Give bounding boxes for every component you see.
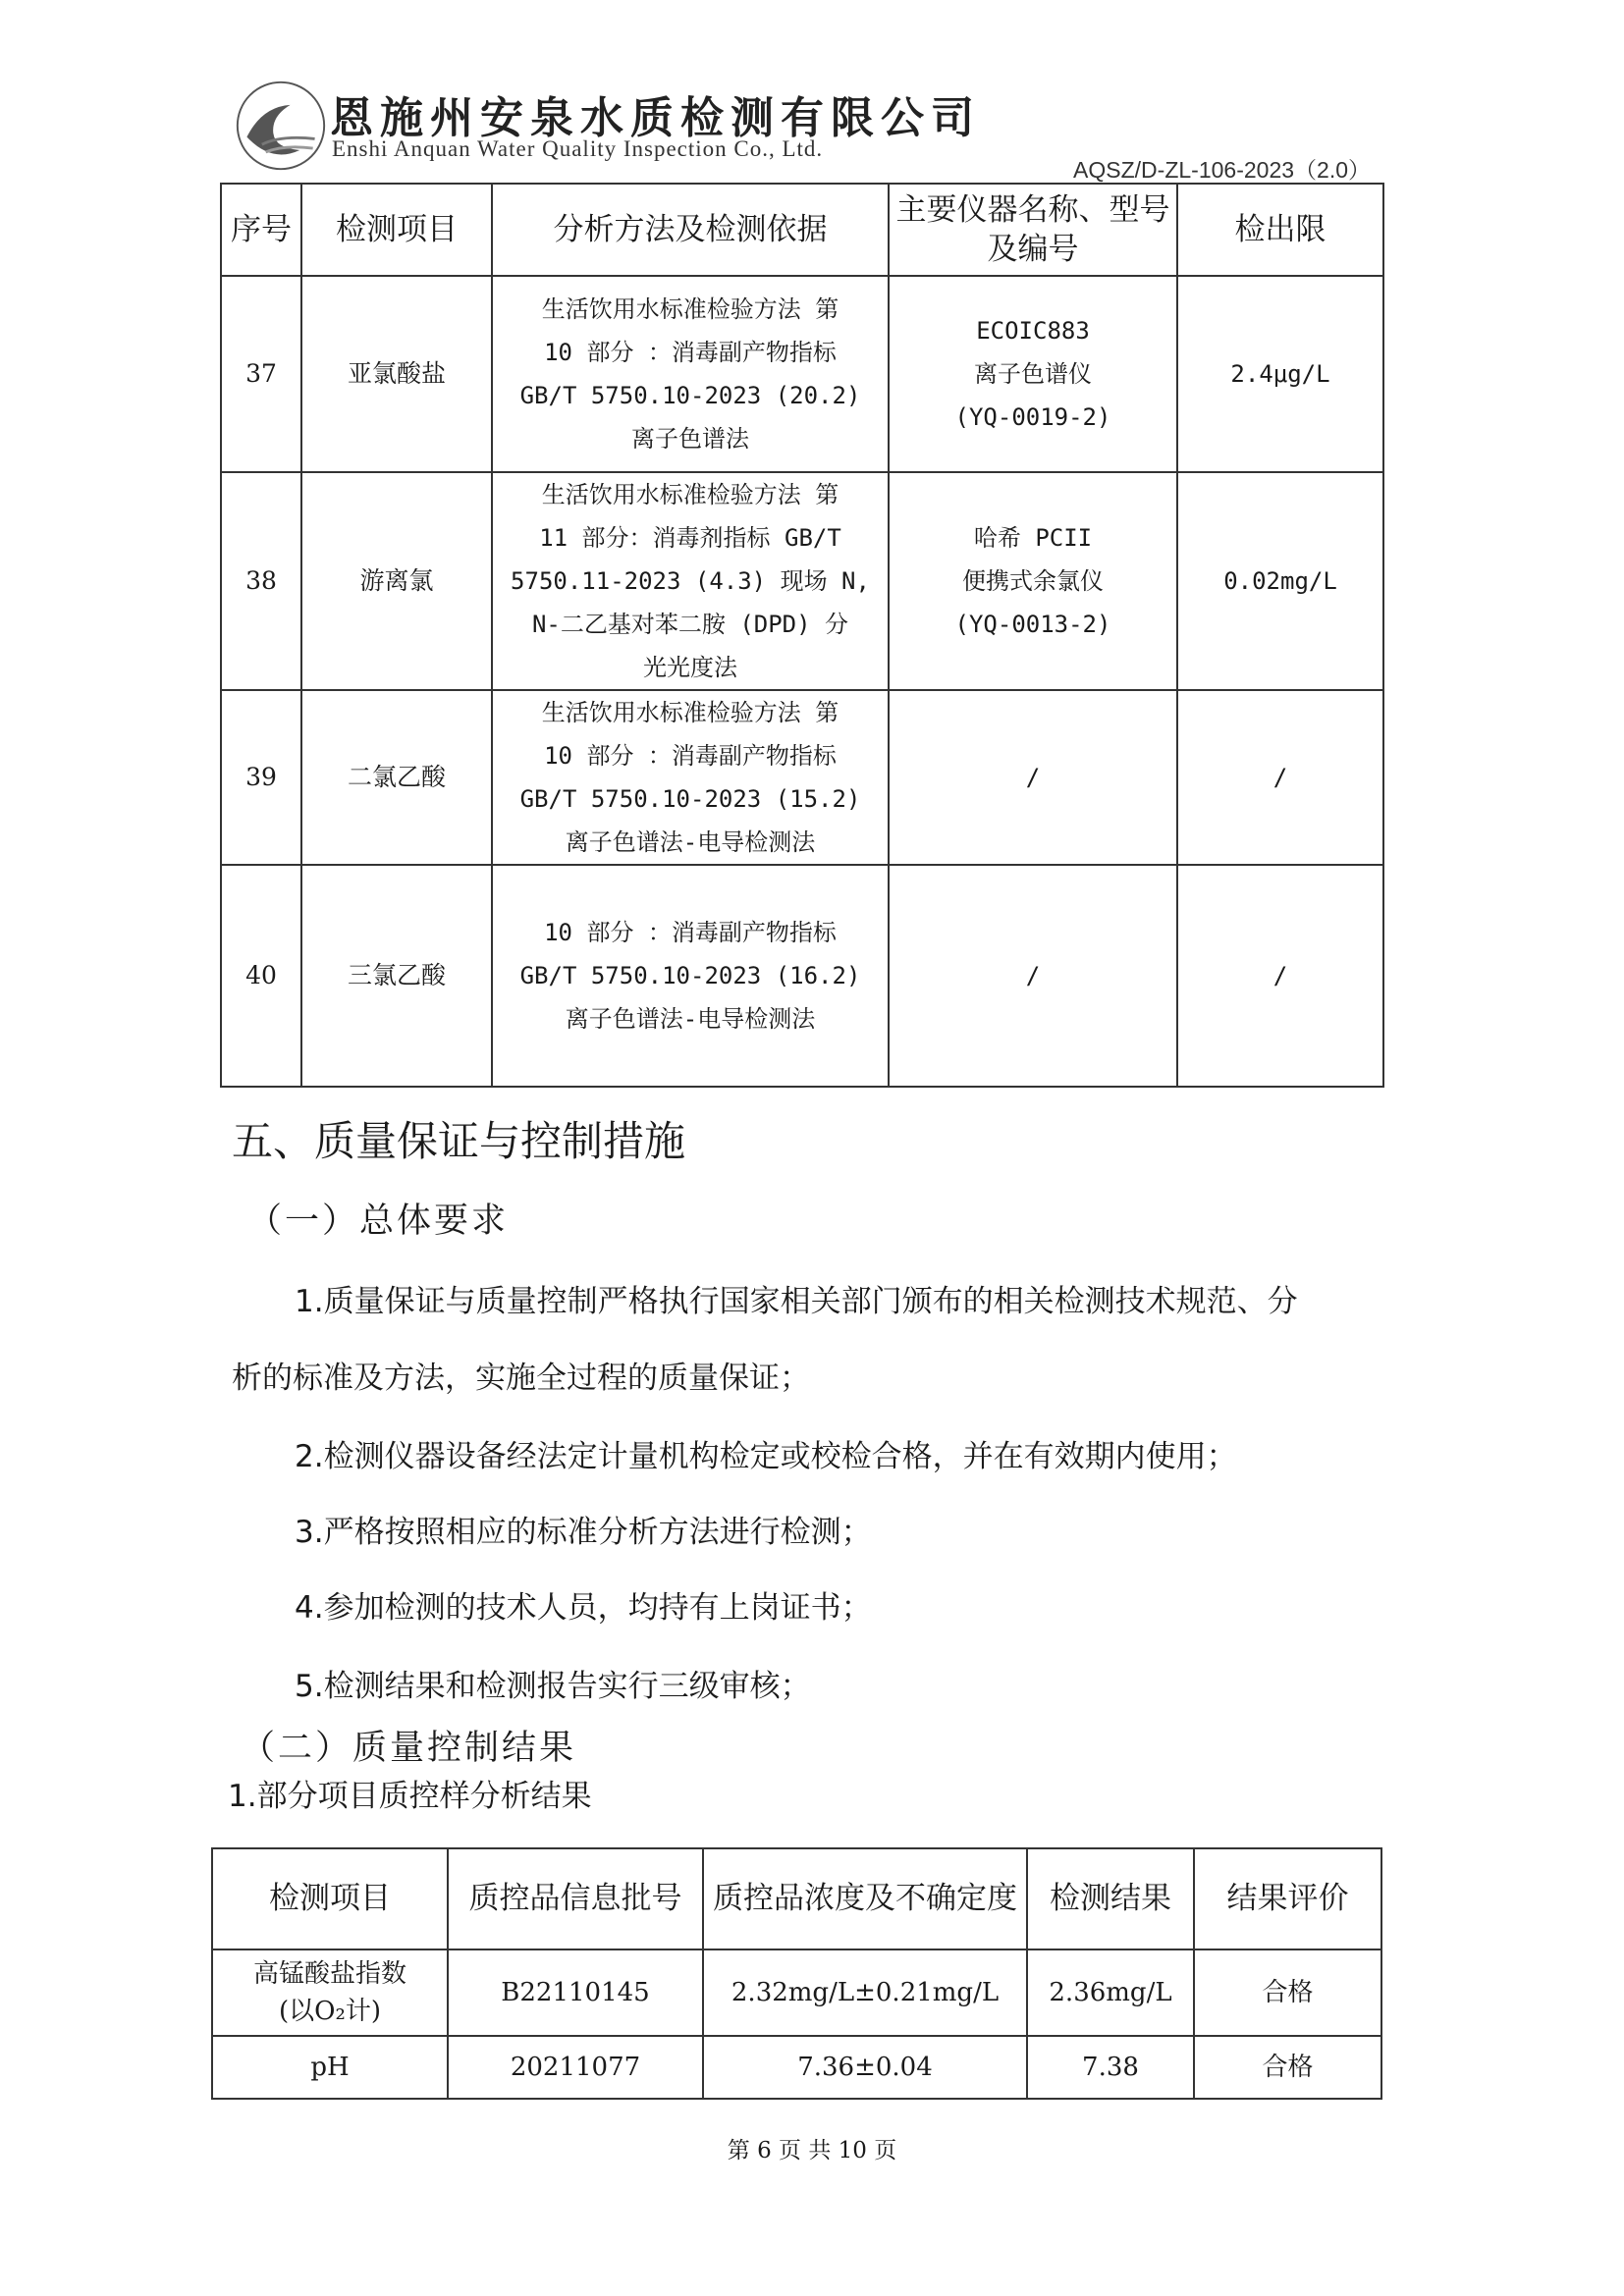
instrument-line: / [1025, 764, 1041, 791]
method-line: 离子色谱法 [631, 425, 749, 453]
qc-evaluation: 合格 [1194, 2036, 1381, 2099]
col-header-limit: 检出限 [1177, 184, 1383, 276]
instrument-line: 离子色谱仪 [974, 360, 1092, 388]
qc-item-note: (以O₂计) [278, 1997, 382, 2026]
row-instrument [889, 276, 1177, 472]
instrument-line: 便携式余氯仪 [962, 567, 1104, 595]
qc-item [212, 1949, 448, 2036]
qc-concentration: 2.32mg/L±0.21mg/L [703, 1949, 1027, 2036]
qc-batch: 20211077 [448, 2036, 703, 2099]
qc-evaluation: 合格 [1194, 1949, 1381, 2036]
qc-item-title: 1.部分项目质控样分析结果 [228, 1779, 592, 1814]
paragraph-4: 4.参加检测的技术人员，均持有上岗证书； [295, 1590, 872, 1626]
paragraph-3: 3.严格按照相应的标准分析方法进行检测； [295, 1515, 872, 1550]
qc-item-name: 高锰酸盐指数 [252, 1959, 406, 1989]
qc-batch: B22110145 [448, 1949, 703, 2036]
method-line: 离子色谱法-电导检测法 [565, 1005, 816, 1033]
qc-table [211, 1847, 1382, 2100]
row-method [492, 690, 889, 865]
qc-header-batch: 质控品信息批号 [448, 1848, 703, 1949]
qc-concentration: 7.36±0.04 [703, 2036, 1027, 2099]
qc-table-row [212, 2036, 1381, 2099]
subsection-general: （一）总体要求 [247, 1201, 510, 1241]
method-line: 11 部分：消毒剂指标 GB/T [539, 524, 841, 552]
paragraph-1-line-1: 1.质量保证与质量控制严格执行国家相关部门颁布的相关检测技术规范、分 [295, 1284, 1298, 1319]
method-line: 生活饮用水标准检验方法 第 [541, 699, 839, 726]
instrument-line: (YQ-0019-2) [954, 403, 1111, 431]
method-line: 光光度法 [643, 654, 737, 681]
qc-header-item: 检测项目 [212, 1848, 448, 1949]
row-number: 39 [221, 690, 301, 865]
company-logo-icon [234, 79, 328, 173]
method-line: GB/T 5750.10-2023 (16.2) [519, 962, 861, 989]
method-table-row [221, 690, 1383, 865]
qc-header-eval: 结果评价 [1194, 1848, 1381, 1949]
method-table-header [221, 184, 1383, 276]
row-detection-limit: 0.02mg/L [1177, 472, 1383, 690]
row-detection-limit: 2.4μg/L [1177, 276, 1383, 472]
col-header-instrument: 主要仪器名称、型号及编号 [889, 184, 1177, 276]
method-line: 生活饮用水标准检验方法 第 [541, 295, 839, 323]
row-method [492, 276, 889, 472]
document-code: AQSZ/D-ZL-106-2023（2.0） [1073, 157, 1371, 183]
qc-table-row [212, 1949, 1381, 2036]
method-line: 10 部分 ：消毒副产物指标 [544, 339, 837, 366]
qc-result: 7.38 [1027, 2036, 1194, 2099]
method-line: GB/T 5750.10-2023 (20.2) [519, 382, 861, 409]
qc-item [212, 2036, 448, 2099]
instrument-line: 哈希 PCII [973, 524, 1093, 552]
row-number: 38 [221, 472, 301, 690]
instrument-line: / [1025, 962, 1041, 989]
paragraph-1-line-2: 析的标准及方法，实施全过程的质量保证； [232, 1361, 810, 1396]
row-item: 游离氯 [301, 472, 492, 690]
row-item: 三氯乙酸 [301, 865, 492, 1087]
row-number: 40 [221, 865, 301, 1087]
company-name-cn: 恩施州安泉水质检测有限公司 [330, 93, 981, 143]
method-line: 生活饮用水标准检验方法 第 [541, 481, 839, 508]
row-method [492, 865, 889, 1087]
instrument-line: (YQ-0013-2) [954, 611, 1111, 638]
page-footer: 第 6 页 共 10 页 [727, 2138, 897, 2163]
subsection-qc-results: （二）质量控制结果 [241, 1729, 577, 1768]
row-instrument [889, 472, 1177, 690]
section-title: 五、质量保证与控制措施 [232, 1117, 686, 1165]
method-line: GB/T 5750.10-2023 (15.2) [519, 785, 861, 813]
company-name-en: Enshi Anquan Water Quality Inspection Co., Ltd. [332, 136, 824, 161]
method-table-row [221, 472, 1383, 690]
method-line: 10 部分 ：消毒副产物指标 [544, 742, 837, 770]
method-line: 10 部分 ：消毒副产物指标 [544, 919, 837, 946]
qc-header-conc: 质控品浓度及不确定度 [703, 1848, 1027, 1949]
method-line: 5750.11-2023 (4.3) 现场 N, [511, 567, 870, 595]
qc-table-header [212, 1848, 1381, 1949]
row-number: 37 [221, 276, 301, 472]
paragraph-5: 5.检测结果和检测报告实行三级审核； [295, 1669, 811, 1704]
col-header-method: 分析方法及检测依据 [492, 184, 889, 276]
row-method [492, 472, 889, 690]
method-table [220, 183, 1384, 1088]
method-line: 离子色谱法-电导检测法 [565, 828, 816, 856]
qc-header-result: 检测结果 [1027, 1848, 1194, 1949]
col-header-item: 检测项目 [301, 184, 492, 276]
method-table-row [221, 276, 1383, 472]
row-instrument [889, 690, 1177, 865]
row-detection-limit: / [1177, 865, 1383, 1087]
qc-result: 2.36mg/L [1027, 1949, 1194, 2036]
method-line: N-二乙基对苯二胺 (DPD) 分 [531, 611, 849, 638]
row-item: 二氯乙酸 [301, 690, 492, 865]
qc-item-name: pH [310, 2053, 350, 2082]
row-detection-limit: / [1177, 690, 1383, 865]
row-instrument [889, 865, 1177, 1087]
col-header-no: 序号 [221, 184, 301, 276]
method-table-row [221, 865, 1383, 1087]
instrument-line: ECOIC883 [976, 317, 1090, 345]
row-item: 亚氯酸盐 [301, 276, 492, 472]
paragraph-2: 2.检测仪器设备经法定计量机构检定或校检合格，并在有效期内使用； [295, 1439, 1237, 1474]
